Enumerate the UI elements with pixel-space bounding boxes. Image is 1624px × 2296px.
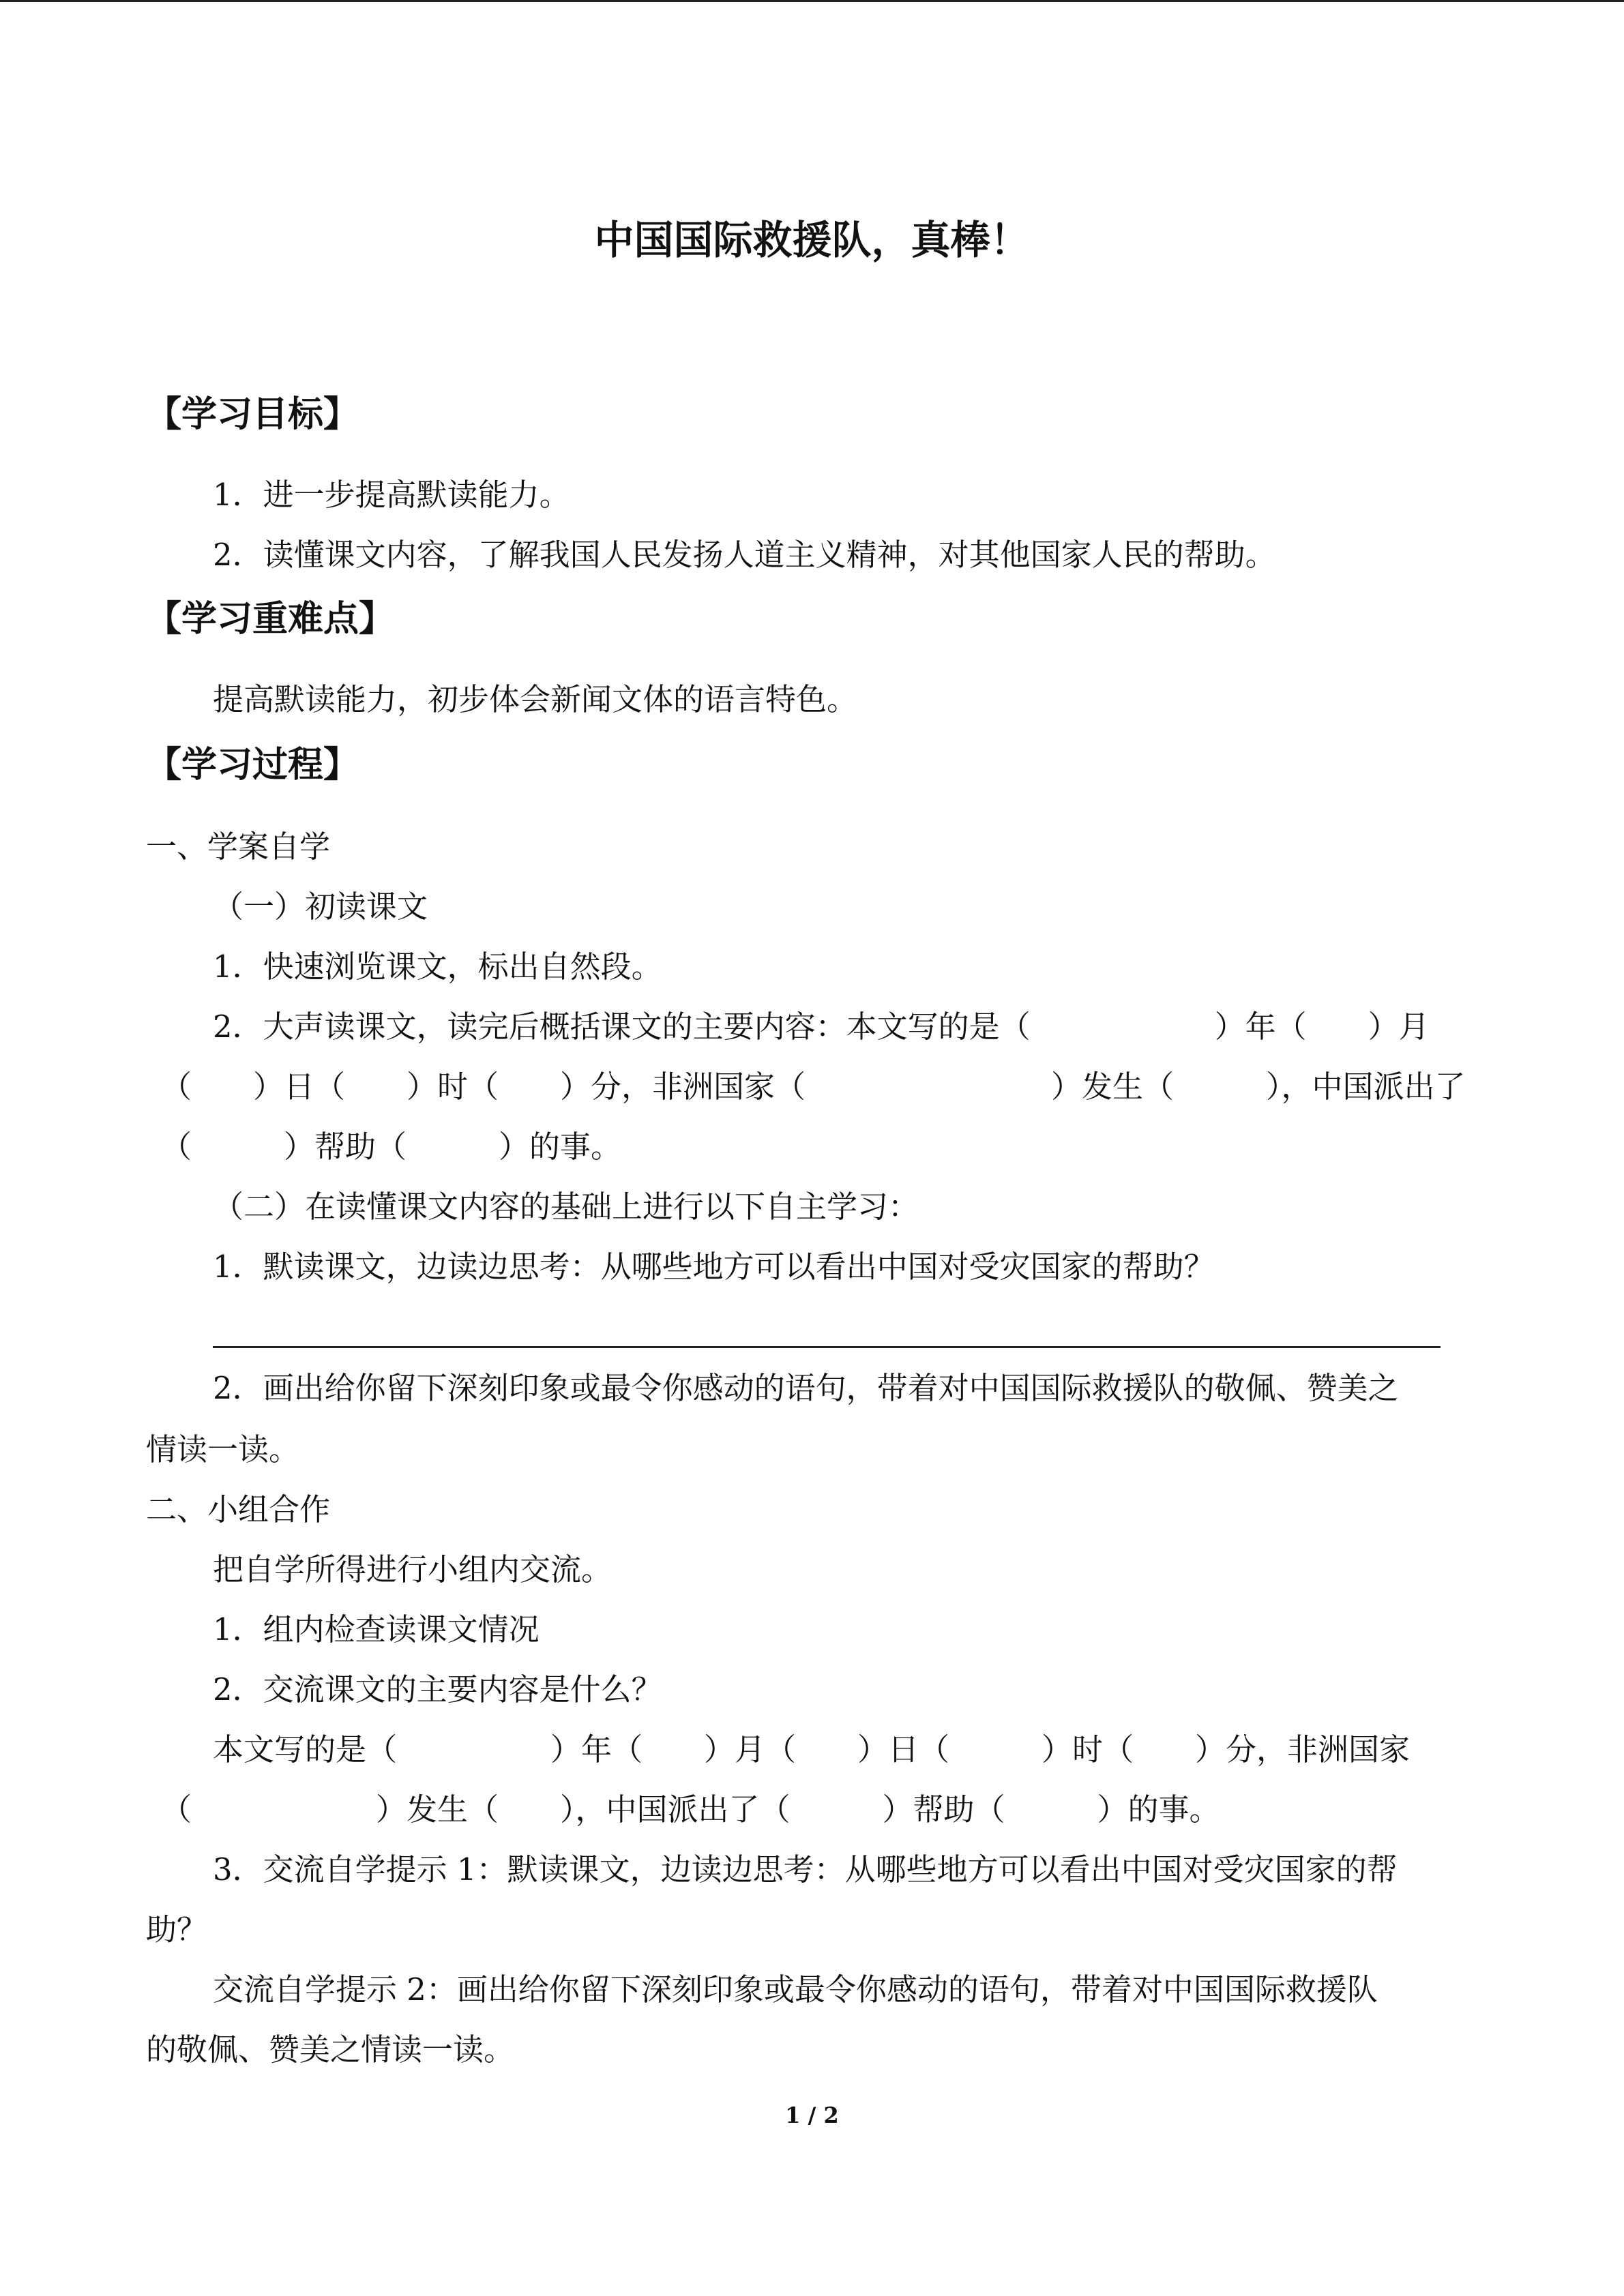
part2-q1: 1．组内检查读课文情况	[213, 1611, 540, 1648]
part2-q4-line2: 的敬佩、赞美之情读一读。	[146, 2031, 515, 2068]
heading-learning-goals: 【学习目标】	[146, 394, 359, 435]
part2-q2-fill-line1: 本文写的是（ ）年（ ）月（ ）日（ ）时（ ）分，非洲国家	[213, 1731, 1411, 1768]
page-title: 中国国际救援队，真棒！	[594, 217, 1030, 263]
key-points-text: 提高默读能力，初步体会新闻文体的语言特色。	[213, 681, 858, 717]
answer-blank-line[interactable]	[213, 1346, 1441, 1348]
goal-item-2: 2．读懂课文内容，了解我国人民发扬人道主义精神，对其他国家人民的帮助。	[213, 537, 1276, 573]
part1-q3: 1．默读课文，边读边思考：从哪些地方可以看出中国对受灾国家的帮助？	[213, 1249, 1215, 1285]
part1-q1: 1．快速浏览课文，标出自然段。	[213, 949, 662, 985]
part1-q2-line1: 2．大声读课文，读完后概括课文的主要内容：本文写的是（ ）年（ ）月	[213, 1009, 1430, 1045]
goal-item-1: 1．进一步提高默读能力。	[213, 477, 570, 513]
heading-learning-process: 【学习过程】	[146, 745, 359, 786]
part1-q4-line1: 2．画出给你留下深刻印象或最令你感动的语句，带着对中国国际救援队的敬佩、赞美之	[213, 1370, 1399, 1406]
heading-key-points: 【学习重难点】	[146, 599, 395, 640]
part2-title: 二、小组合作	[146, 1491, 331, 1527]
part1-q2-line2: （ ）日（ ）时（ ）分，非洲国家（ ）发生（ ），中国派出了	[161, 1069, 1466, 1105]
part2-intro: 把自学所得进行小组内交流。	[213, 1551, 612, 1587]
part1-title: 一、学案自学	[146, 829, 331, 865]
part2-q3-line1: 3．交流自学提示 1：默读课文，边读边思考：从哪些地方可以看出中国对受灾国家的帮	[213, 1851, 1398, 1888]
part2-q2: 2．交流课文的主要内容是什么？	[213, 1671, 662, 1708]
part1-q4-line2: 情读一读。	[146, 1431, 300, 1467]
part2-q2-fill-line2: （ ）发生（ ），中国派出了（ ）帮助（ ）的事。	[161, 1791, 1220, 1828]
page-number: 1 / 2	[785, 2102, 839, 2128]
top-border	[0, 0, 1624, 2]
part1-q2-line3: （ ）帮助（ ）的事。	[161, 1129, 622, 1165]
part1-sub1: （一）初读课文	[213, 889, 428, 925]
part2-q4-line1: 交流自学提示 2：画出给你留下深刻印象或最令你感动的语句，带着对中国国际救援队	[213, 1971, 1378, 2008]
part1-sub2: （二）在读懂课文内容的基础上进行以下自主学习：	[213, 1189, 919, 1225]
part2-q3-line2: 助？	[146, 1911, 208, 1948]
